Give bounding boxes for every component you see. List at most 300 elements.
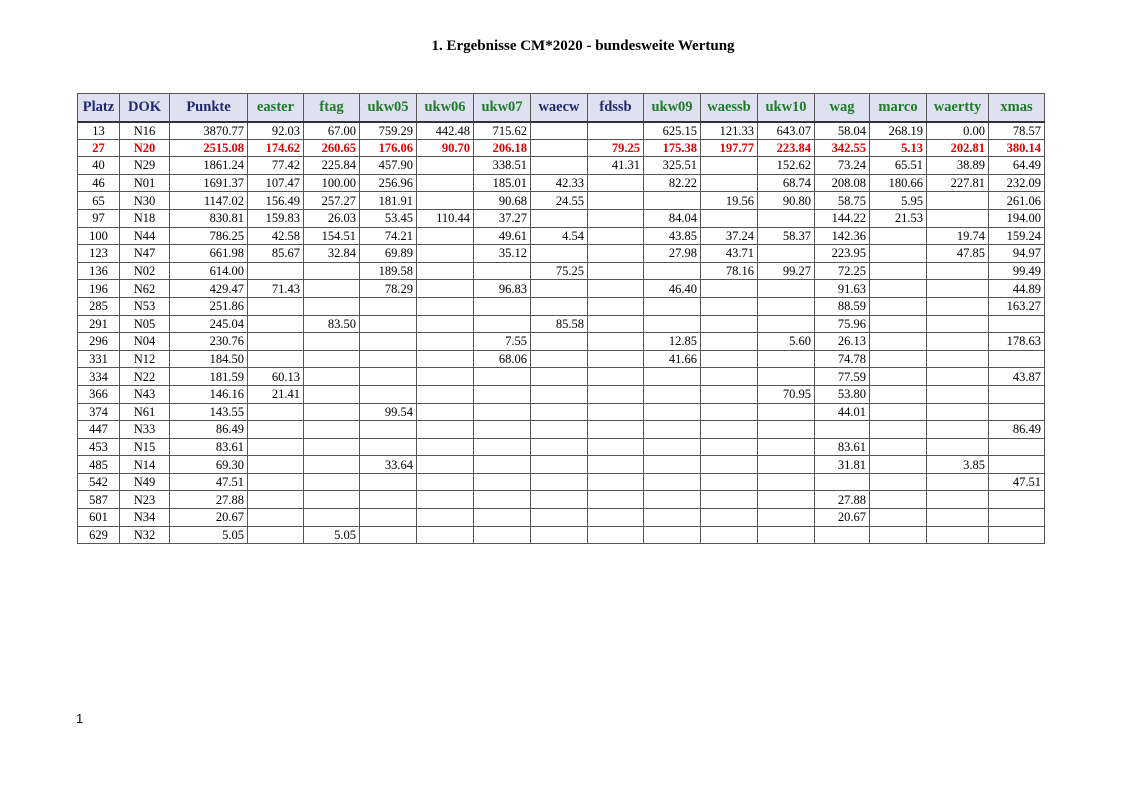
cell-dok: N53 [120,297,170,315]
cell-wag: 20.67 [815,509,870,527]
cell-ukw10: 152.62 [758,157,815,175]
cell-waecw [531,456,588,474]
cell-ukw09 [644,421,701,439]
cell-ukw05: 457.90 [360,157,417,175]
cell-easter: 174.62 [248,139,304,157]
table-row [78,421,1045,439]
cell-dok: N04 [120,333,170,351]
cell-waessb [701,491,758,509]
cell-ukw05 [360,350,417,368]
cell-platz: 374 [78,403,120,421]
cell-punkte: 661.98 [170,245,248,263]
cell-marco: 65.51 [870,157,927,175]
cell-ftag: 260.65 [304,139,360,157]
cell-platz: 453 [78,438,120,456]
cell-waecw [531,526,588,544]
cell-ukw09 [644,456,701,474]
table-header-row [78,94,1045,122]
cell-ukw05 [360,438,417,456]
cell-waecw [531,245,588,263]
cell-ftag: 32.84 [304,245,360,263]
cell-ukw07: 715.62 [474,122,531,140]
cell-ukw10 [758,209,815,227]
column-header-ukw07: ukw07 [474,94,531,122]
cell-marco: 21.53 [870,209,927,227]
cell-easter [248,438,304,456]
table-row [78,491,1045,509]
table-row [78,209,1045,227]
cell-waecw [531,421,588,439]
cell-wag: 223.95 [815,245,870,263]
cell-ukw06 [417,438,474,456]
cell-xmas: 380.14 [989,139,1045,157]
cell-ukw09 [644,368,701,386]
cell-platz: 291 [78,315,120,333]
cell-waertty: 19.74 [927,227,989,245]
cell-ftag: 100.00 [304,174,360,192]
cell-waessb [701,280,758,298]
cell-xmas: 99.49 [989,262,1045,280]
cell-ukw07 [474,297,531,315]
cell-xmas: 261.06 [989,192,1045,210]
cell-easter: 159.83 [248,209,304,227]
cell-ukw06 [417,315,474,333]
cell-easter [248,491,304,509]
cell-waertty [927,209,989,227]
page-number: 1 [76,711,84,726]
cell-ftag [304,385,360,403]
cell-waertty [927,192,989,210]
cell-ftag: 257.27 [304,192,360,210]
cell-xmas: 44.89 [989,280,1045,298]
cell-ukw10 [758,245,815,263]
column-header-easter: easter [248,94,304,122]
cell-marco [870,438,927,456]
cell-waecw [531,139,588,157]
table-body [78,122,1045,544]
cell-easter [248,262,304,280]
cell-waessb: 43.71 [701,245,758,263]
cell-ukw07: 35.12 [474,245,531,263]
cell-punkte: 83.61 [170,438,248,456]
cell-fdssb: 79.25 [588,139,644,157]
cell-platz: 196 [78,280,120,298]
cell-waecw [531,438,588,456]
cell-ftag: 26.03 [304,209,360,227]
cell-ukw05 [360,368,417,386]
cell-easter [248,473,304,491]
cell-punkte: 146.16 [170,385,248,403]
cell-platz: 601 [78,509,120,527]
table-row [78,245,1045,263]
cell-waertty [927,297,989,315]
cell-dok: N34 [120,509,170,527]
cell-dok: N15 [120,438,170,456]
cell-xmas: 232.09 [989,174,1045,192]
cell-ukw05 [360,297,417,315]
cell-ukw07 [474,385,531,403]
cell-marco: 180.66 [870,174,927,192]
cell-ukw05: 69.89 [360,245,417,263]
cell-ukw10 [758,509,815,527]
cell-ftag [304,297,360,315]
cell-punkte: 184.50 [170,350,248,368]
cell-wag: 75.96 [815,315,870,333]
cell-waessb [701,333,758,351]
cell-ukw05: 53.45 [360,209,417,227]
cell-easter: 21.41 [248,385,304,403]
cell-punkte: 429.47 [170,280,248,298]
table-row-highlighted [78,139,1045,157]
cell-ukw10 [758,403,815,421]
cell-waessb [701,385,758,403]
cell-platz: 13 [78,122,120,140]
cell-wag: 83.61 [815,438,870,456]
cell-ukw05: 181.91 [360,192,417,210]
cell-ukw10 [758,491,815,509]
cell-punkte: 20.67 [170,509,248,527]
cell-xmas [989,315,1045,333]
cell-ukw09 [644,473,701,491]
cell-easter: 156.49 [248,192,304,210]
cell-ukw09: 41.66 [644,350,701,368]
cell-ukw05 [360,491,417,509]
cell-ukw06 [417,333,474,351]
cell-platz: 629 [78,526,120,544]
column-header-ukw05: ukw05 [360,94,417,122]
cell-waecw [531,491,588,509]
cell-punkte: 27.88 [170,491,248,509]
cell-fdssb [588,122,644,140]
cell-wag: 58.04 [815,122,870,140]
cell-waecw [531,368,588,386]
cell-waessb [701,174,758,192]
cell-ftag [304,403,360,421]
cell-fdssb [588,491,644,509]
cell-marco [870,297,927,315]
cell-wag: 31.81 [815,456,870,474]
cell-xmas: 86.49 [989,421,1045,439]
column-header-waessb: waessb [701,94,758,122]
cell-ukw05: 256.96 [360,174,417,192]
cell-xmas [989,385,1045,403]
column-header-ukw10: ukw10 [758,94,815,122]
cell-ukw05: 78.29 [360,280,417,298]
cell-punkte: 230.76 [170,333,248,351]
table-row [78,315,1045,333]
cell-ukw09: 46.40 [644,280,701,298]
cell-waessb [701,350,758,368]
document-title: 1. Ergebnisse CM*2020 - bundesweite Wertung [431,38,735,54]
cell-platz: 334 [78,368,120,386]
cell-ftag: 225.84 [304,157,360,175]
cell-ukw06 [417,227,474,245]
cell-waertty: 47.85 [927,245,989,263]
cell-ukw05: 759.29 [360,122,417,140]
cell-ukw07 [474,368,531,386]
cell-ukw05: 74.21 [360,227,417,245]
cell-dok: N33 [120,421,170,439]
cell-ukw06 [417,192,474,210]
cell-platz: 285 [78,297,120,315]
cell-waertty [927,315,989,333]
cell-xmas: 43.87 [989,368,1045,386]
cell-dok: N32 [120,526,170,544]
cell-dok: N23 [120,491,170,509]
cell-xmas [989,456,1045,474]
cell-platz: 27 [78,139,120,157]
cell-dok: N05 [120,315,170,333]
table-row [78,403,1045,421]
cell-dok: N20 [120,139,170,157]
cell-waertty: 3.85 [927,456,989,474]
cell-ftag [304,509,360,527]
cell-fdssb: 41.31 [588,157,644,175]
cell-punkte: 1691.37 [170,174,248,192]
cell-platz: 485 [78,456,120,474]
column-header-punkte: Punkte [170,94,248,122]
cell-platz: 366 [78,385,120,403]
cell-wag [815,526,870,544]
cell-waessb: 37.24 [701,227,758,245]
cell-punkte: 245.04 [170,315,248,333]
cell-ukw10 [758,438,815,456]
cell-ftag [304,333,360,351]
cell-xmas: 163.27 [989,297,1045,315]
cell-waecw [531,280,588,298]
cell-easter [248,526,304,544]
table-row [78,227,1045,245]
results-table [77,93,1045,544]
cell-waecw [531,473,588,491]
cell-waessb: 78.16 [701,262,758,280]
cell-ukw05: 99.54 [360,403,417,421]
cell-ukw07 [474,421,531,439]
cell-ukw06 [417,491,474,509]
cell-ftag [304,280,360,298]
cell-waertty [927,438,989,456]
cell-platz: 542 [78,473,120,491]
column-header-platz: Platz [78,94,120,122]
cell-fdssb [588,315,644,333]
cell-ukw05: 33.64 [360,456,417,474]
cell-waecw [531,122,588,140]
cell-wag: 73.24 [815,157,870,175]
cell-marco [870,245,927,263]
cell-easter [248,333,304,351]
cell-ukw05 [360,315,417,333]
cell-ukw06 [417,526,474,544]
cell-waertty [927,280,989,298]
cell-ftag [304,473,360,491]
cell-platz: 100 [78,227,120,245]
column-header-marco: marco [870,94,927,122]
cell-easter [248,509,304,527]
cell-ukw10 [758,350,815,368]
cell-ftag [304,438,360,456]
cell-dok: N62 [120,280,170,298]
cell-ukw06 [417,297,474,315]
cell-xmas: 178.63 [989,333,1045,351]
cell-platz: 123 [78,245,120,263]
cell-wag: 142.36 [815,227,870,245]
cell-platz: 97 [78,209,120,227]
cell-ukw09 [644,297,701,315]
cell-ftag [304,421,360,439]
cell-xmas [989,350,1045,368]
cell-wag: 53.80 [815,385,870,403]
cell-punkte: 830.81 [170,209,248,227]
cell-punkte: 1147.02 [170,192,248,210]
cell-waertty: 202.81 [927,139,989,157]
cell-easter [248,403,304,421]
cell-ukw05: 189.58 [360,262,417,280]
cell-ukw10: 58.37 [758,227,815,245]
cell-ukw06 [417,262,474,280]
cell-ukw09 [644,403,701,421]
cell-waessb: 121.33 [701,122,758,140]
cell-waertty [927,368,989,386]
cell-xmas [989,403,1045,421]
cell-waecw [531,157,588,175]
cell-platz: 40 [78,157,120,175]
cell-easter: 85.67 [248,245,304,263]
cell-ukw10: 223.84 [758,139,815,157]
cell-dok: N61 [120,403,170,421]
cell-waecw: 24.55 [531,192,588,210]
cell-xmas: 78.57 [989,122,1045,140]
cell-fdssb [588,333,644,351]
cell-marco [870,350,927,368]
table-row [78,192,1045,210]
cell-ukw10: 99.27 [758,262,815,280]
cell-wag: 88.59 [815,297,870,315]
cell-ukw10: 90.80 [758,192,815,210]
cell-marco [870,385,927,403]
cell-punkte: 3870.77 [170,122,248,140]
column-header-waertty: waertty [927,94,989,122]
cell-dok: N47 [120,245,170,263]
cell-easter: 77.42 [248,157,304,175]
cell-punkte: 86.49 [170,421,248,439]
cell-ukw10 [758,526,815,544]
column-header-dok: DOK [120,94,170,122]
cell-ukw10 [758,421,815,439]
cell-wag [815,473,870,491]
cell-ukw07 [474,473,531,491]
cell-punkte: 143.55 [170,403,248,421]
cell-dok: N02 [120,262,170,280]
cell-ukw06 [417,368,474,386]
cell-ukw06 [417,157,474,175]
cell-wag: 27.88 [815,491,870,509]
column-header-ftag: ftag [304,94,360,122]
column-header-ukw06: ukw06 [417,94,474,122]
cell-ftag [304,456,360,474]
cell-platz: 331 [78,350,120,368]
cell-easter: 60.13 [248,368,304,386]
cell-waecw [531,297,588,315]
cell-waessb [701,297,758,315]
cell-ukw09: 82.22 [644,174,701,192]
cell-wag: 91.63 [815,280,870,298]
cell-ukw06: 110.44 [417,209,474,227]
cell-fdssb [588,209,644,227]
cell-dok: N30 [120,192,170,210]
cell-waertty: 227.81 [927,174,989,192]
cell-wag: 74.78 [815,350,870,368]
cell-dok: N14 [120,456,170,474]
cell-punkte: 614.00 [170,262,248,280]
cell-ukw09 [644,526,701,544]
cell-wag: 26.13 [815,333,870,351]
cell-punkte: 251.86 [170,297,248,315]
cell-fdssb [588,192,644,210]
cell-waessb [701,509,758,527]
cell-platz: 447 [78,421,120,439]
cell-fdssb [588,385,644,403]
cell-ukw07: 96.83 [474,280,531,298]
cell-easter: 42.58 [248,227,304,245]
cell-waertty: 38.89 [927,157,989,175]
table-row [78,262,1045,280]
cell-ukw07: 7.55 [474,333,531,351]
cell-ukw06 [417,174,474,192]
cell-marco [870,403,927,421]
cell-waecw [531,333,588,351]
cell-waecw: 4.54 [531,227,588,245]
cell-ukw05 [360,473,417,491]
cell-ukw10 [758,473,815,491]
cell-fdssb [588,509,644,527]
cell-ukw06 [417,473,474,491]
cell-platz: 65 [78,192,120,210]
cell-dok: N16 [120,122,170,140]
table-row [78,350,1045,368]
cell-easter: 71.43 [248,280,304,298]
cell-fdssb [588,297,644,315]
column-header-fdssb: fdssb [588,94,644,122]
cell-ukw05 [360,421,417,439]
cell-waecw [531,385,588,403]
cell-ukw09: 27.98 [644,245,701,263]
cell-dok: N43 [120,385,170,403]
cell-ukw06 [417,509,474,527]
cell-waertty [927,403,989,421]
cell-xmas [989,509,1045,527]
cell-ukw09 [644,438,701,456]
cell-waecw [531,350,588,368]
cell-platz: 296 [78,333,120,351]
cell-easter [248,297,304,315]
table-row [78,526,1045,544]
cell-fdssb [588,350,644,368]
cell-ukw09: 84.04 [644,209,701,227]
cell-ukw06 [417,280,474,298]
cell-easter [248,456,304,474]
cell-dok: N12 [120,350,170,368]
table-row [78,385,1045,403]
cell-fdssb [588,245,644,263]
cell-waertty [927,509,989,527]
cell-easter [248,350,304,368]
cell-wag: 144.22 [815,209,870,227]
cell-waessb [701,456,758,474]
cell-waertty: 0.00 [927,122,989,140]
cell-waecw [531,403,588,421]
cell-waertty [927,473,989,491]
cell-marco [870,333,927,351]
